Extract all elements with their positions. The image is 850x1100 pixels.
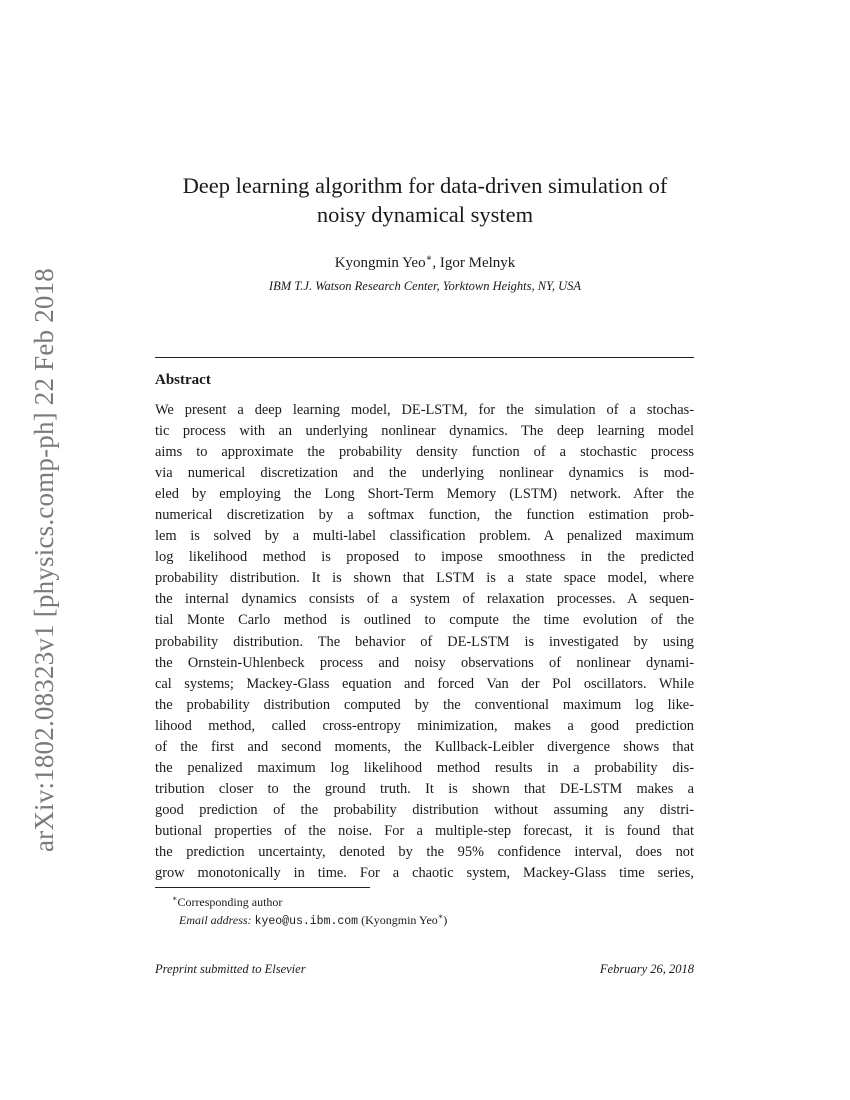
abstract-line: the prediction uncertainty, denoted by the 95% confidence interval, does not bbox=[155, 843, 694, 860]
abstract-line: good prediction of the probability distribution without assuming any distri- bbox=[155, 801, 694, 818]
abstract-line: of the first and second moments, the Kullback-Leibler divergence shows that bbox=[155, 738, 694, 755]
email-label: Email address: bbox=[179, 913, 252, 927]
footnote-text: Corresponding author bbox=[177, 895, 283, 909]
abstract-line: cal systems; Mackey-Glass equation and forced Van der Pol oscillators. While bbox=[155, 675, 694, 692]
abstract-top-rule bbox=[155, 357, 694, 358]
abstract-line: We present a deep learning model, DE-LSTM, for the simulation of a stochas- bbox=[155, 402, 694, 418]
affiliation: IBM T.J. Watson Research Center, Yorktown Heights, NY, USA bbox=[268, 279, 582, 293]
author-name: , Igor Melnyk bbox=[432, 255, 516, 271]
email-owner-close: ) bbox=[443, 913, 448, 927]
email-owner: (Kyongmin Yeo bbox=[361, 913, 438, 927]
paper-title bbox=[130, 171, 720, 229]
abstract-line: probability distribution. It is shown that LSTM is a state space model, where bbox=[155, 570, 694, 587]
abstract-line: the Ornstein-Uhlenbeck process and noisy observations of nonlinear dynami- bbox=[155, 654, 694, 671]
abstract-line: lihood method, called cross-entropy minimization, makes a good prediction bbox=[155, 717, 694, 734]
abstract-body bbox=[155, 400, 694, 884]
abstract-line: aims to approximate the probability density function of a stochastic process bbox=[155, 444, 694, 461]
corresponding-author-mark: ∗ bbox=[425, 253, 433, 264]
footnote-mark: ∗ bbox=[437, 912, 444, 921]
author-name: Kyongmin Yeo bbox=[334, 255, 426, 271]
arxiv-identifier: arXiv:1802.08323v1 [physics.comp-ph] 22 Feb 2018 bbox=[29, 267, 59, 853]
abstract-line: grow monotonically in time. For a chaotic system, Mackey-Glass time series, bbox=[155, 865, 694, 882]
abstract-line: tribution closer to the ground truth. It is shown that DE-LSTM makes a bbox=[155, 780, 694, 797]
abstract-line: tial Monte Carlo method is outlined to compute the time evolution of the bbox=[155, 612, 694, 629]
footnote-email bbox=[179, 908, 447, 931]
abstract-line: the internal dynamics consists of a system of relaxation processes. A sequen- bbox=[155, 591, 694, 608]
email-link[interactable]: kyeo@us.ibm.com bbox=[254, 915, 359, 928]
abstract-line: tic process with an underlying nonlinear dynamics. The deep learning model bbox=[155, 423, 694, 440]
abstract-line: the penalized maximum log likelihood method results in a probability dis- bbox=[155, 759, 694, 776]
abstract-line: numerical discretization by a softmax function, the function estimation prob- bbox=[155, 507, 694, 524]
abstract-line: via numerical discretization and the underlying nonlinear dynamics is mod- bbox=[155, 465, 694, 482]
abstract-line: butional properties of the noise. For a multiple-step forecast, it is found that bbox=[155, 822, 694, 839]
preprint-note: Preprint submitted to Elsevier bbox=[155, 962, 306, 976]
abstract-line: the probability distribution computed by the conventional maximum log like- bbox=[155, 696, 694, 713]
abstract-line: probability distribution. The behavior of DE-LSTM is investigated by using bbox=[155, 633, 694, 650]
title-line: noisy dynamical system bbox=[316, 202, 534, 227]
footnote-mark: ∗ bbox=[172, 894, 178, 903]
abstract-line: eled by employing the Long Short-Term Memory (LSTM) network. After the bbox=[155, 486, 694, 503]
footnote-rule bbox=[155, 887, 370, 888]
author-list bbox=[130, 253, 720, 272]
abstract-line: lem is solved by a multi-label classification problem. A penalized maximum bbox=[155, 528, 694, 545]
preprint-date: February 26, 2018 bbox=[599, 962, 694, 976]
abstract-line: log likelihood method is proposed to impose smoothness in the predicted bbox=[155, 549, 694, 566]
abstract-heading: Abstract bbox=[155, 372, 211, 388]
title-line: Deep learning algorithm for data-driven simulation of bbox=[182, 173, 668, 198]
